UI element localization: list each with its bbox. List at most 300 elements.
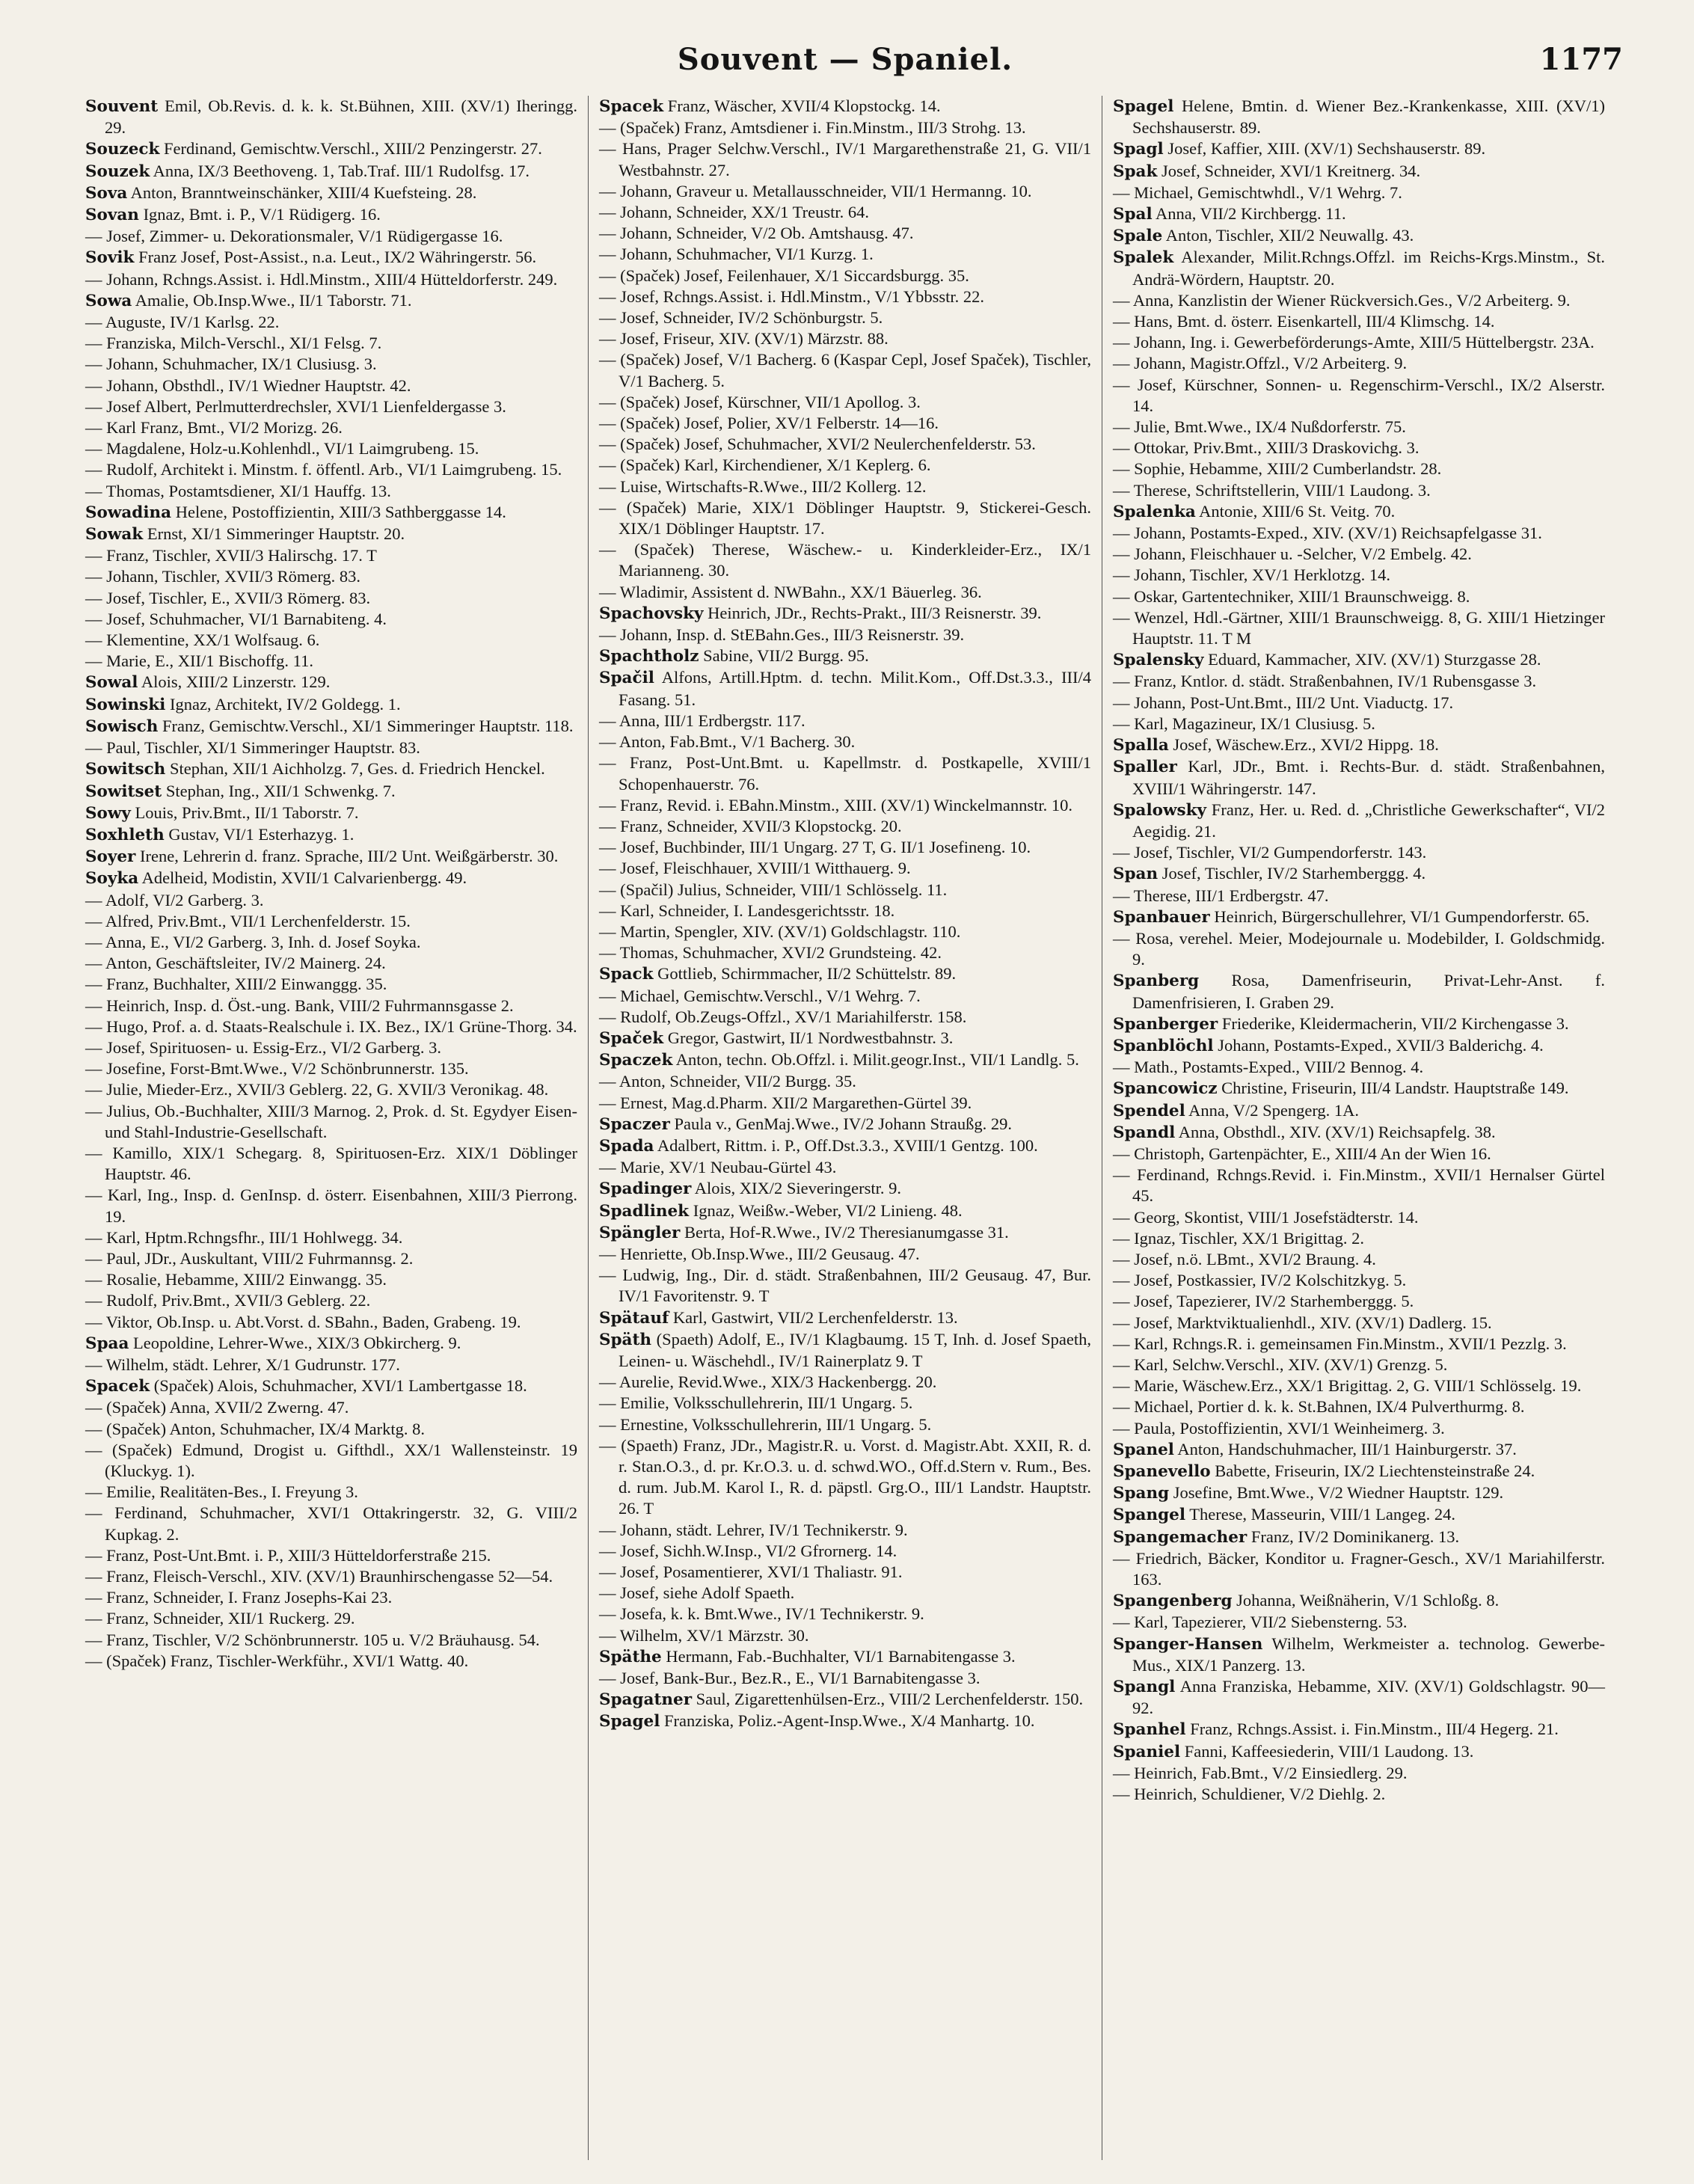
directory-entry [1113,1763,1605,1784]
entry-surname: Sowadina [85,503,172,522]
directory-entry [599,181,1091,202]
entry-details: Anna, Obsthdl., XIV. (XV/1) Reichsapfelg. 38. [1175,1122,1496,1141]
entry-surname: Spagel [599,1712,660,1731]
directory-entry [85,1290,577,1311]
directory-entry [85,1248,577,1269]
entry-details: (Spaeth) Adolf, E., IV/1 Klagbaumg. 15 T, Inh. d. Josef Spaeth, Leinen- u. Wäschehdl., IV/1 Rainerplatz 9. T [619,1329,1091,1370]
directory-entry [85,438,577,459]
entry-surname: Sowitsch [85,760,166,779]
directory-entry [1113,1482,1605,1504]
directory-entry [1113,1396,1605,1417]
directory-entry [85,758,577,780]
entry-details: — Therese, Schriftstellerin, VIII/1 Laudong. 3. [1113,480,1431,500]
entry-details: Josef, Schneider, XVI/1 Kreitnerg. 34. [1157,161,1421,180]
entry-details: — (Spaček) Anna, XVII/2 Zwerng. 47. [85,1398,349,1417]
entry-details: — Ottokar, Priv.Bmt., XIII/3 Draskovichg. 3. [1113,438,1420,458]
entry-details: — Josef, Tischler, E., XVII/3 Römerg. 83. [85,588,371,607]
directory-entry [599,837,1091,858]
entry-surname: Spack [599,965,654,984]
directory-entry [1113,1719,1605,1740]
entry-details: — Julie, Bmt.Wwe., IX/4 Nußdorferstr. 75. [1113,417,1406,437]
entry-details: — Christoph, Gartenpächter, E., XIII/4 An der Wien 16. [1113,1144,1491,1163]
entry-surname: Spačil [599,669,654,688]
entry-details: — Johann, Schneider, V/2 Ob. Amtshausg. 47. [599,224,914,243]
directory-columns [75,96,1615,2160]
entry-details: — Franz, Buchhalter, XIII/2 Einwanggg. 35. [85,975,387,994]
directory-entry [1113,1676,1605,1719]
directory-entry [1113,1355,1605,1375]
entry-details: — Josef, Marktviktualienhdl., XIV. (XV/1) Dadlerg. 15. [1113,1313,1492,1332]
entry-details: Anna, VII/2 Kirchbergg. 11. [1152,204,1346,224]
entry-details: — Paula, Postoffizientin, XVI/1 Weinheimerg. 3. [1113,1418,1445,1438]
directory-entry [85,824,577,846]
directory-entry [85,1397,577,1418]
directory-entry [85,890,577,911]
directory-entry [85,630,577,651]
directory-entry [85,1651,577,1672]
page-header [67,42,1623,87]
entry-details: — Johann, Tischler, XV/1 Herklotzg. 14. [1113,565,1390,585]
entry-surname: Spandl [1113,1123,1176,1142]
entry-details: — Karl, Rchngs.R. i. gemeinsamen Fin.Minstm., XVII/1 Pezzlg. 3. [1113,1334,1567,1353]
entry-details: — Math., Postamts-Exped., VIII/2 Bennog. 4. [1113,1058,1424,1077]
entry-surname: Sovik [85,248,135,268]
entry-surname: Sowal [85,673,138,693]
entry-surname: Spangel [1113,1506,1186,1525]
directory-entry [599,1071,1091,1092]
entry-details: Adalbert, Rittm. i. P., Off.Dst.3.3., XVIII/1 Gentzg. 100. [654,1135,1038,1155]
entry-details: — Rosalie, Hebamme, XIII/2 Einwangg. 35. [85,1270,387,1289]
directory-entry [1113,1013,1605,1035]
directory-entry [599,434,1091,455]
directory-entry [85,1482,577,1503]
entry-surname: Spachtholz [599,647,699,666]
directory-entry [599,1307,1091,1329]
directory-entry [599,1646,1091,1668]
entry-details: — Josef, Schneider, IV/2 Schönburgstr. 5. [599,308,883,328]
directory-entry [599,963,1091,985]
directory-entry [599,752,1091,794]
entry-details: — Klementine, XX/1 Wolfsaug. 6. [85,631,320,650]
directory-entry [1113,607,1605,649]
directory-entry [85,1079,577,1100]
entry-surname: Spadlinek [599,1201,690,1221]
entry-details: — Karl, Schneider, I. Landesgerichtsstr. 18. [599,901,895,920]
entry-details: Franz, IV/2 Dominikanerg. 13. [1247,1527,1460,1546]
entry-details: Friederike, Kleidermacherin, VII/2 Kirchengasse 3. [1218,1013,1569,1033]
entry-details: — Franz, Tischler, XVII/3 Halirschg. 17. T [85,546,377,565]
entry-surname: Spanel [1113,1440,1174,1459]
entry-details: Anton, Tischler, XII/2 Neuwallg. 43. [1162,226,1414,245]
directory-entry [85,1016,577,1037]
entry-surname: Spangenberg [1113,1592,1233,1611]
entry-details: — Josef, Rchngs.Assist. i. Hdl.Minstm., V/1 Ybbsstr. 22. [599,286,985,306]
directory-entry [1113,225,1605,247]
entry-details: — Kamillo, XIX/1 Schegarg. 8, Spirituosen-Erz. XIX/1 Döblinger Hauptstr. 46. [85,1143,577,1184]
entry-details: Anton, Handschuhmacher, III/1 Hainburgerstr. 37. [1173,1439,1517,1458]
directory-entry [85,269,577,290]
directory-entry [85,182,577,204]
directory-entry [599,1265,1091,1307]
entry-details: Paula v., GenMaj.Wwe., IV/2 Johann Straußg. 29. [669,1114,1013,1133]
entry-details: Anna, IX/3 Beethoveng. 1, Tab.Traf. III/1 Rudolfsg. 17. [150,161,530,180]
entry-details: — Johann, Postamts-Exped., XIV. (XV/1) Reichsapfelgasse 31. [1113,524,1542,543]
entry-surname: Spalensky [1113,651,1204,670]
entry-details: Berta, Hof-R.Wwe., IV/2 Theresianumgasse 31. [680,1222,1009,1242]
directory-entry [85,204,577,226]
entry-details: — Martin, Spengler, XIV. (XV/1) Goldschlagstr. 110. [599,921,961,941]
entry-details: — (Spačil) Julius, Schneider, VIII/1 Schlösselg. 11. [599,880,948,899]
entry-surname: Sowy [85,803,131,823]
entry-details: Antonie, XIII/6 St. Veitg. 70. [1195,501,1396,521]
directory-entry [599,1393,1091,1414]
entry-surname: Späthe [599,1647,662,1666]
directory-entry [1113,203,1605,225]
entry-details: Stephan, Ing., XII/1 Schwenkg. 7. [162,781,396,800]
entry-details: — Franz, Tischler, V/2 Schönbrunnerstr. 105 u. V/2 Bräuhausg. 54. [85,1630,540,1649]
entry-details: — Wladimir, Assistent d. NWBahn., XX/1 Bäuerleg. 36. [599,582,982,601]
entry-details: Ernst, XI/1 Simmeringer Hauptstr. 20. [143,524,405,544]
entry-details: — Magdalene, Holz-u.Kohlenhdl., VI/1 Laimgrubeng. 15. [85,439,479,458]
entry-details: Franz, Gemischtw.Verschl., XI/1 Simmeringer Hauptstr. 118. [158,716,574,735]
entry-details: — Josef, Friseur, XIV. (XV/1) Märzstr. 88. [599,329,889,349]
entry-surname: Spagatner [599,1690,693,1710]
directory-entry [599,711,1091,731]
directory-entry [1113,161,1605,182]
entry-details: Wilhelm, Werkmeister a. technolog. Gewerbe-Mus., XIX/1 Panzerg. 13. [1132,1634,1605,1675]
entry-details: — Johann, Post-Unt.Bmt., III/2 Unt. Viaductg. 17. [1113,693,1454,712]
entry-details: — Marie, E., XII/1 Bischoffg. 11. [85,651,313,671]
entry-surname: Späth [599,1330,652,1349]
entry-details: — Anna, Kanzlistin der Wiener Rückversich.Ges., V/2 Arbeiterg. 9. [1113,290,1571,310]
directory-entry [85,290,577,312]
directory-entry [599,497,1091,539]
entry-details: — (Spaček) Marie, XIX/1 Döblinger Hauptstr. 9, Stickerei-Gesch. XIX/1 Döblinger Hauptstr. 17. [599,497,1091,539]
entry-details: — Josef, n.ö. LBmt., XVI/2 Braung. 4. [1113,1249,1376,1269]
directory-entry [1113,1504,1605,1526]
entry-surname: Spätauf [599,1308,669,1328]
entry-surname: Spalek [1113,248,1174,268]
directory-entry [85,932,577,953]
directory-entry [1113,1548,1605,1590]
entry-surname: Spanhel [1113,1720,1186,1740]
entry-details: — Julie, Mieder-Erz., XVII/3 Geblerg. 22, G. XVII/3 Veronikag. 48. [85,1080,549,1099]
directory-entry [1113,1057,1605,1078]
directory-entry [599,223,1091,244]
directory-entry [85,333,577,354]
entry-details: Stephan, XII/1 Aichholzg. 7, Ges. d. Friedrich Henckel. [165,759,545,779]
entry-details: Emil, Ob.Revis. d. k. k. St.Bühnen, XIII. (XV/1) Iheringg. 29. [105,96,577,138]
directory-entry [1113,290,1605,311]
entry-details: — Heinrich, Fab.Bmt., V/2 Einsiedlerg. 29. [1113,1763,1408,1782]
directory-entry [85,1545,577,1566]
directory-entry [599,1435,1091,1520]
entry-details: — Johann, Insp. d. StEBahn.Ges., III/3 Reisnerstr. 39. [599,625,965,645]
entry-surname: Souzek [85,162,150,181]
directory-entry [599,1244,1091,1265]
entry-details: — Franz, Fleisch-Verschl., XIV. (XV/1) Braunhirschengasse 52—54. [85,1567,553,1586]
entry-surname: Spalla [1113,736,1169,755]
directory-entry [85,716,577,737]
entry-details: — Henriette, Ob.Insp.Wwe., III/2 Geusaug. 47. [599,1244,920,1263]
directory-entry [599,625,1091,645]
directory-entry [85,694,577,716]
entry-details: — (Spaček) Josef, Feilenhauer, X/1 Siccardsburgg. 35. [599,266,969,285]
entry-details: Josefine, Bmt.Wwe., V/2 Wiedner Hauptstr. 129. [1169,1483,1504,1503]
entry-details: — Josef, Zimmer- u. Dekorationsmaler, V/1 Rüdigergasse 16. [85,227,503,246]
directory-entry [599,328,1091,349]
entry-details: — Hans, Prager Selchw.Verschl., IV/1 Margarethenstraße 21, G. VII/1 Westbahnstr. 27. [599,139,1091,180]
entry-details: — Ferdinand, Rchngs.Revid. i. Fin.Minstm., XVII/1 Hernalser Gürtel 45. [1113,1165,1605,1206]
directory-entry [599,816,1091,837]
entry-details: Rosa, Damenfriseurin, Privat-Lehr-Anst. f. Damenfrisieren, I. Graben 29. [1132,971,1605,1012]
entry-details: — Johann, Rchngs.Assist. i. Hdl.Minstm., XIII/4 Hütteldorferstr. 249. [85,269,558,289]
entry-details: — Marie, Wäschew.Erz., XX/1 Brigittag. 2, G. VIII/1 Schlösselg. 19. [1113,1376,1582,1396]
directory-entry [85,1375,577,1397]
entry-surname: Spaniel [1113,1742,1181,1761]
directory-entry [85,846,577,868]
entry-details: — Karl, Magazineur, IX/1 Clusiusg. 5. [1113,714,1375,733]
directory-entry [1113,1122,1605,1144]
directory-entry [599,96,1091,117]
directory-entry [85,1440,577,1482]
entry-details: — Josef, Schuhmacher, VI/1 Barnabiteng. 4. [85,609,387,628]
entry-details: — Franz, Schneider, I. Franz Josephs-Kai 23. [85,1588,393,1607]
entry-details: Therese, Masseurin, VIII/1 Langeg. 24. [1185,1505,1455,1524]
directory-entry [1113,417,1605,438]
directory-entry [1113,523,1605,544]
directory-entry [1113,1313,1605,1334]
entry-details: Amalie, Ob.Insp.Wwe., II/1 Taborstr. 71. [132,290,412,310]
entry-surname: Spacek [599,97,664,116]
directory-entry [85,1037,577,1058]
entry-details: Eduard, Kammacher, XIV. (XV/1) Sturzgasse 28. [1203,650,1541,669]
entry-details: — Hugo, Prof. a. d. Staats-Realschule i. IX. Bez., IX/1 Grüne-Thorg. 34. [85,1016,577,1036]
entry-surname: Spak [1113,162,1158,181]
entry-details: — Paul, JDr., Auskultant, VIII/2 Fuhrmannsg. 2. [85,1248,414,1268]
directory-entry [599,667,1091,710]
entry-surname: Souzeck [85,140,160,159]
entry-details: — Auguste, IV/1 Karlsg. 22. [85,313,280,332]
entry-details: — Michael, Portier d. k. k. St.Bahnen, IX/4 Pulverthurmg. 8. [1113,1397,1525,1417]
directory-entry [1113,1100,1605,1122]
directory-entry [85,609,577,630]
directory-entry [599,266,1091,286]
entry-details: — Franz, Post-Unt.Bmt. u. Kapellmstr. d. Postkapelle, XVIII/1 Schopenhauerstr. 76. [599,753,1091,794]
entry-surname: Spanberger [1113,1014,1218,1034]
directory-entry [1113,1741,1605,1763]
entry-surname: Spancowicz [1113,1079,1218,1099]
entry-details: Alois, XIII/2 Linzerstr. 129. [138,672,331,692]
directory-entry [599,1711,1091,1732]
directory-entry [85,1566,577,1587]
directory-entry [599,307,1091,328]
directory-entry [85,396,577,417]
directory-entry [599,286,1091,307]
entry-details: — Emilie, Volksschullehrerin, III/1 Ungarg. 5. [599,1393,913,1413]
directory-entry [85,226,577,247]
directory-entry [85,375,577,396]
entry-details: — Karl Franz, Bmt., VI/2 Morizg. 26. [85,418,343,438]
entry-details: — Franziska, Milch-Verschl., XI/1 Felsg. 7. [85,334,382,353]
directory-entry [599,1604,1091,1625]
directory-entry [85,1227,577,1248]
directory-entry [1113,842,1605,863]
directory-entry [1113,138,1605,160]
page-number: 1177 [1539,42,1623,77]
directory-entry [599,1562,1091,1583]
directory-entry [599,349,1091,391]
entry-details: — Oskar, Gartentechniker, XIII/1 Braunschweigg. 8. [1113,586,1470,606]
directory-entry [85,1185,577,1227]
directory-entry [1113,1375,1605,1396]
directory-entry [85,1419,577,1440]
entry-details: — Julius, Ob.-Buchhalter, XIII/3 Marnog. 2, Prok. d. St. Egydyer Eisen- und Stahl-Industrie-Gesellschaft. [85,1101,577,1141]
entry-details: — Viktor, Ob.Insp. u. Abt.Vorst. d. SBahn., Baden, Grabeng. 19. [85,1312,521,1331]
entry-details: — Rudolf, Architekt i. Minstm. f. öffentl. Arb., VI/1 Laimgrubeng. 15. [85,460,562,479]
directory-entry [599,1093,1091,1114]
entry-surname: Spalenka [1113,502,1196,521]
entry-surname: Spalowsky [1113,800,1207,820]
entry-details: — Johann, Magistr.Offzl., V/2 Arbeiterg. 9. [1113,354,1408,373]
directory-entry [85,1269,577,1290]
entry-details: Gregor, Gastwirt, II/1 Nordwestbahnstr. 3. [663,1028,954,1047]
entry-details: — (Spaček) Karl, Kirchendiener, X/1 Keplerg. 6. [599,455,931,475]
directory-entry [1113,1249,1605,1270]
directory-entry [1113,182,1605,203]
entry-details: Louis, Priv.Bmt., II/1 Taborstr. 7. [130,803,359,822]
entry-details: — (Spaček) Josef, Polier, XV/1 Felberstr. 14—16. [599,414,939,433]
entry-details: Franz, Her. u. Red. d. „Christliche Gewerkschafter“, VI/2 Aegidig. 21. [1132,800,1605,841]
entry-surname: Spada [599,1136,654,1156]
entry-details: Heinrich, JDr., Rechts-Prakt., III/3 Reisnerstr. 39. [703,603,1042,622]
entry-surname: Spale [1113,227,1163,246]
directory-entry [599,202,1091,223]
entry-details: — Karl, Selchw.Verschl., XIV. (XV/1) Grenzg. 5. [1113,1355,1448,1374]
entry-details: — Josefa, k. k. Bmt.Wwe., IV/1 Technikerstr. 9. [599,1604,924,1624]
entry-details: — Johann, Tischler, XVII/3 Römerg. 83. [85,567,361,586]
entry-details: — Josef, Postkassier, IV/2 Kolschitzkyg. 5. [1113,1271,1407,1290]
entry-surname: Spacek [85,1377,150,1396]
page-title: Souvent — Spaniel. [677,42,1013,77]
entry-details: — Karl, Tapezierer, VII/2 Siebensterng. 53. [1113,1613,1408,1632]
entry-details: Alois, XIX/2 Sieveringerstr. 9. [691,1179,901,1198]
directory-entry [1113,863,1605,885]
directory-entry [599,138,1091,180]
directory-entry [85,1355,577,1375]
entry-surname: Sovan [85,206,139,225]
directory-entry [599,1372,1091,1393]
directory-entry [85,974,577,995]
directory-entry [85,1101,577,1143]
entry-details: Ignaz, Bmt. i. P., V/1 Rüdigerg. 16. [138,205,381,224]
directory-entry [1113,332,1605,353]
directory-entry [1113,458,1605,479]
directory-entry [1113,1612,1605,1633]
entry-details: — Therese, III/1 Erdbergstr. 47. [1113,886,1329,905]
directory-entry [85,96,577,138]
directory-entry [1113,1228,1605,1249]
directory-entry [1113,734,1605,756]
entry-details: Ignaz, Architekt, IV/2 Goldegg. 1. [165,694,401,714]
entry-details: — Johann, Fleischhauer u. -Selcher, V/2 Embelg. 42. [1113,545,1472,564]
entry-details: — Josef, Bank-Bur., Bez.R., E., VI/1 Barnabitengasse 3. [599,1669,981,1688]
directory-entry [85,1143,577,1185]
entry-surname: Spanbauer [1113,907,1210,927]
entry-surname: Sowak [85,525,144,545]
directory-entry [599,795,1091,816]
entry-surname: Spanblöchl [1113,1036,1214,1055]
directory-entry [599,1135,1091,1157]
directory-entry [1113,1461,1605,1482]
directory-entry [599,1541,1091,1562]
directory-entry [1113,1590,1605,1612]
entry-details: — Josef, Posamentierer, XVI/1 Thaliastr. 91. [599,1562,903,1582]
entry-details: Karl, Gastwirt, VII/2 Lerchenfelderstr. 13. [669,1307,958,1327]
entry-details: Ferdinand, Gemischtw.Verschl., XIII/2 Penzingerstr. 27. [159,139,542,159]
entry-details: — Michael, Gemischtw.Verschl., V/1 Wehrg. 7. [599,986,921,1005]
entry-details: — Wenzel, Hdl.-Gärtner, XIII/1 Braunschweigg. 8, G. XIII/1 Hietzinger Hauptstr. 11. T M [1113,607,1605,648]
entry-details: — Heinrich, Insp. d. Öst.-ung. Bank, VIII/2 Fuhrmannsgasse 2. [85,996,514,1015]
directory-entry [599,1157,1091,1178]
entry-details: — Josef, Fleischhauer, XVIII/1 Witthauerg. 9. [599,859,911,878]
entry-details: — Johann, Obsthdl., IV/1 Wiedner Hauptstr. 42. [85,375,411,395]
entry-details: Babette, Friseurin, IX/2 Liechtensteinstraße 24. [1210,1461,1535,1480]
directory-entry [599,582,1091,603]
entry-details: — (Spaček) Franz, Amtsdiener i. Fin.Minstm., III/3 Strohg. 13. [599,118,1026,138]
entry-details: Sabine, VII/2 Burgg. 95. [699,646,869,666]
directory-entry [1113,1207,1605,1228]
directory-entry [1113,1439,1605,1461]
directory-entry [599,1178,1091,1200]
entry-details: — Johann, Ing. i. Gewerbeförderungs-Amte, XIII/5 Hüttelbergstr. 23A. [1113,333,1595,352]
entry-details: — Friedrich, Bäcker, Konditor u. Fragner-Gesch., XV/1 Mariahilferstr. 163. [1113,1548,1605,1589]
directory-entry [85,737,577,758]
entry-details: — Josefine, Forst-Bmt.Wwe., V/2 Schönbrunnerstr. 135. [85,1059,469,1079]
entry-details: Irene, Lehrerin d. franz. Sprache, III/2 Unt. Weißgärberstr. 30. [135,847,559,866]
directory-entry [599,1329,1091,1372]
entry-details: — Franz, Kntlor. d. städt. Straßenbahnen, IV/1 Rubensgasse 3. [1113,672,1537,691]
directory-entry [599,901,1091,921]
entry-details: Helene, Postoffizientin, XIII/3 Sathberggasse 14. [171,502,506,521]
directory-entry [599,392,1091,413]
entry-surname: Soyka [85,869,139,889]
entry-details: — Georg, Skontist, VIII/1 Josefstädterstr. 14. [1113,1207,1419,1227]
directory-entry [1113,375,1605,417]
directory-entry [85,138,577,160]
entry-details: Franz Josef, Post-Assist., n.a. Leut., IX/2 Währingerstr. 56. [134,248,537,267]
entry-surname: Spangl [1113,1678,1176,1697]
entry-details: Fanni, Kaffeesiederin, VIII/1 Laudong. 13. [1180,1741,1474,1761]
directory-entry [85,545,577,566]
entry-details: — Adolf, VI/2 Garberg. 3. [85,890,264,910]
entry-details: — Josef, Tischler, VI/2 Gumpendorferstr. 143. [1113,843,1427,862]
directory-entry [85,481,577,502]
directory-entry [85,996,577,1016]
directory-entry [1113,438,1605,458]
entry-details: — Johann, Schneider, XX/1 Treustr. 64. [599,203,869,222]
directory-entry [1113,1270,1605,1291]
entry-surname: Spanevello [1113,1462,1211,1481]
entry-details: Franz, Rchngs.Assist. i. Fin.Minstm., III/4 Hegerg. 21. [1185,1720,1559,1739]
directory-entry [599,731,1091,752]
entry-details: — Anton, Fab.Bmt., V/1 Bacherg. 30. [599,732,856,752]
entry-surname: Soyer [85,847,136,867]
entry-details: — (Spaček) Franz, Tischler-Werkführ., XVI/1 Wattg. 40. [85,1651,469,1670]
entry-surname: Sowa [85,291,132,310]
entry-surname: Spaller [1113,758,1177,777]
entry-details: Anna, V/2 Spengerg. 1A. [1185,1100,1360,1120]
